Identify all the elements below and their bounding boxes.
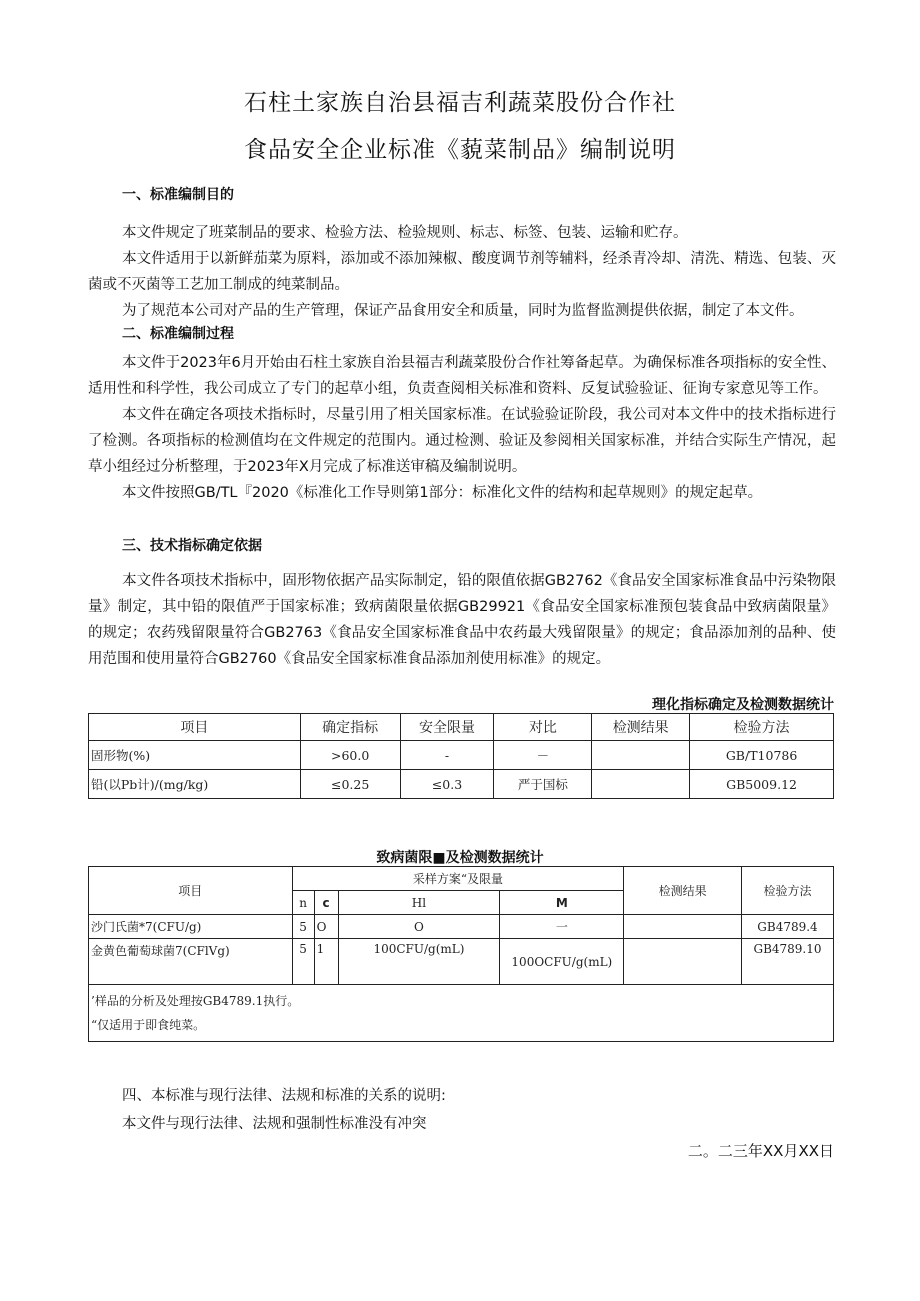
table1-caption: 理化指标确定及检测数据统计 [652, 697, 834, 713]
table-cell: 铅(以Pb计)/(mg/kg) [89, 770, 301, 799]
table-row [89, 770, 834, 799]
document-title: 石柱土家族自治县福吉利蔬菜股份合作社 [244, 90, 676, 116]
table-cell: 100CFU/g(mL) [338, 939, 500, 985]
table-notes-row [89, 985, 834, 1042]
table-cell: GB/T10786 [690, 741, 834, 770]
table-cell: 1 [314, 939, 338, 985]
table-cell: 沙门氏菌*7(CFU/g) [89, 915, 293, 939]
section2-heading: 二、标准编制过程 [122, 326, 234, 342]
table-cell: ≤0.3 [400, 770, 494, 799]
table-cell: 严于国标 [494, 770, 592, 799]
table-cell [592, 741, 690, 770]
table-cell [624, 915, 742, 939]
header-cell: 项目 [89, 867, 293, 915]
table2-caption: 致病菌限■及检测数据统计 [376, 850, 544, 866]
table-cell: 固形物(%) [89, 741, 301, 770]
paragraph: 本文件按照GB/TL『2020《标准化工作导则第1部分：标准化文件的结构和起草规则》的规定起草。 [122, 485, 763, 501]
table-cell [624, 939, 742, 985]
header-cell: 项目 [89, 714, 301, 741]
table-cell: GB4789.4 [742, 915, 834, 939]
table-cell: 金黄色葡萄球菌7(CFlVg) [89, 939, 293, 985]
table-header-row [89, 714, 834, 741]
table-row [89, 741, 834, 770]
header-cell: 采样方案“及限量 [292, 867, 624, 891]
header-cell: 检验方法 [690, 714, 834, 741]
table-note: “仅适用于即食纯菜。 [91, 1018, 206, 1032]
pathogen-table [88, 866, 834, 1042]
table-cell: 5 [292, 939, 314, 985]
header-cell: 检测结果 [592, 714, 690, 741]
table-row [89, 939, 834, 985]
header-cell: Hl [338, 891, 500, 915]
physicochemical-table [88, 713, 834, 799]
table-header-row [89, 867, 834, 891]
table-cell: >60.0 [300, 741, 400, 770]
section3-heading: 三、技术指标确定依据 [122, 538, 262, 554]
table-note: ’样品的分析及处理按GB4789.1执行。 [91, 994, 300, 1008]
section4-body: 本文件与现行法律、法规和强制性标准没有冲突 [122, 1116, 427, 1132]
table-cell: 一 [500, 915, 624, 939]
paragraph: 本文件在确定各项技术指标时，尽量引用了相关国家标准。在试验验证阶段，我公司对本文件中的技术指标进行了检测。各项指标的检测值均在文件规定的范围内。通过检测、验证及参阅相关国家标准，并结合实际生产情况，起草小组经过分析整理，于2023年X月完成了标准送审稿及编制说明。 [88, 407, 836, 475]
paragraph: 本文件适用于以新鲜茄菜为原料，添加或不添加辣椒、酸度调节剂等辅料，经杀青冷却、清洗、精选、包装、灭菌或不灭菌等工艺加工制成的纯菜制品。 [88, 251, 836, 293]
table-cell: O [314, 915, 338, 939]
header-cell: 对比 [494, 714, 592, 741]
table-cell: - [400, 741, 494, 770]
section3-body [88, 568, 836, 672]
paragraph: 本文件于2023年6月开始由石柱土家族自治县福吉利蔬菜股份合作社筹备起草。为确保标准各项指标的安全性、适用性和科学性，我公司成立了专门的起草小组，负责查阅相关标准和资料、反复试验验证、征询专家意见等工作。 [88, 355, 836, 397]
paragraph: 本文件规定了班菜制品的要求、检验方法、检验规则、标志、标签、包装、运输和贮存。 [122, 225, 688, 241]
table-cell: － [494, 741, 592, 770]
header-cell: c [314, 891, 338, 915]
section1-heading: 一、标准编制目的 [122, 187, 234, 203]
header-cell: 检验方法 [742, 867, 834, 915]
document-subtitle: 食品安全企业标准《藐菜制品》编制说明 [244, 137, 676, 163]
header-cell: 安全限量 [400, 714, 494, 741]
table-cell: 5 [292, 915, 314, 939]
table-cell [592, 770, 690, 799]
header-cell: 确定指标 [300, 714, 400, 741]
header-cell: M [500, 891, 624, 915]
section1-body [88, 220, 836, 324]
table-cell: GB4789.10 [742, 939, 834, 985]
section2-body [88, 350, 836, 506]
table-cell: 100OCFU/g(mL) [500, 939, 624, 985]
document-date: 二。二三年XX月XX日 [687, 1142, 834, 1160]
table-cell: GB5009.12 [690, 770, 834, 799]
table-row [89, 915, 834, 939]
header-cell: 检测结果 [624, 867, 742, 915]
table-cell: ≤0.25 [300, 770, 400, 799]
paragraph: 本文件各项技术指标中，固形物依据产品实际制定，铅的限值依据GB2762《食品安全国家标准食品中污染物限量》制定，其中铅的限值严于国家标准；致病菌限量依据GB29921《食品安全国家标准预包装食品中致病菌限量》的规定；农药残留限量符合GB2763《食品安全国家标准食品中农药最大残留限量》的规定；食品添加剂的品种、使用范围和使用量符合GB2760《食品安全国家标准食品添加剂使用标准》的规定。 [88, 573, 836, 667]
section4-heading: 四、本标准与现行法律、法规和标准的关系的说明: [122, 1088, 446, 1104]
table-cell: O [338, 915, 500, 939]
header-cell: n [292, 891, 314, 915]
paragraph: 为了规范本公司对产品的生产管理，保证产品食用安全和质量，同时为监督监测提供依据，制定了本文件。 [122, 303, 804, 319]
